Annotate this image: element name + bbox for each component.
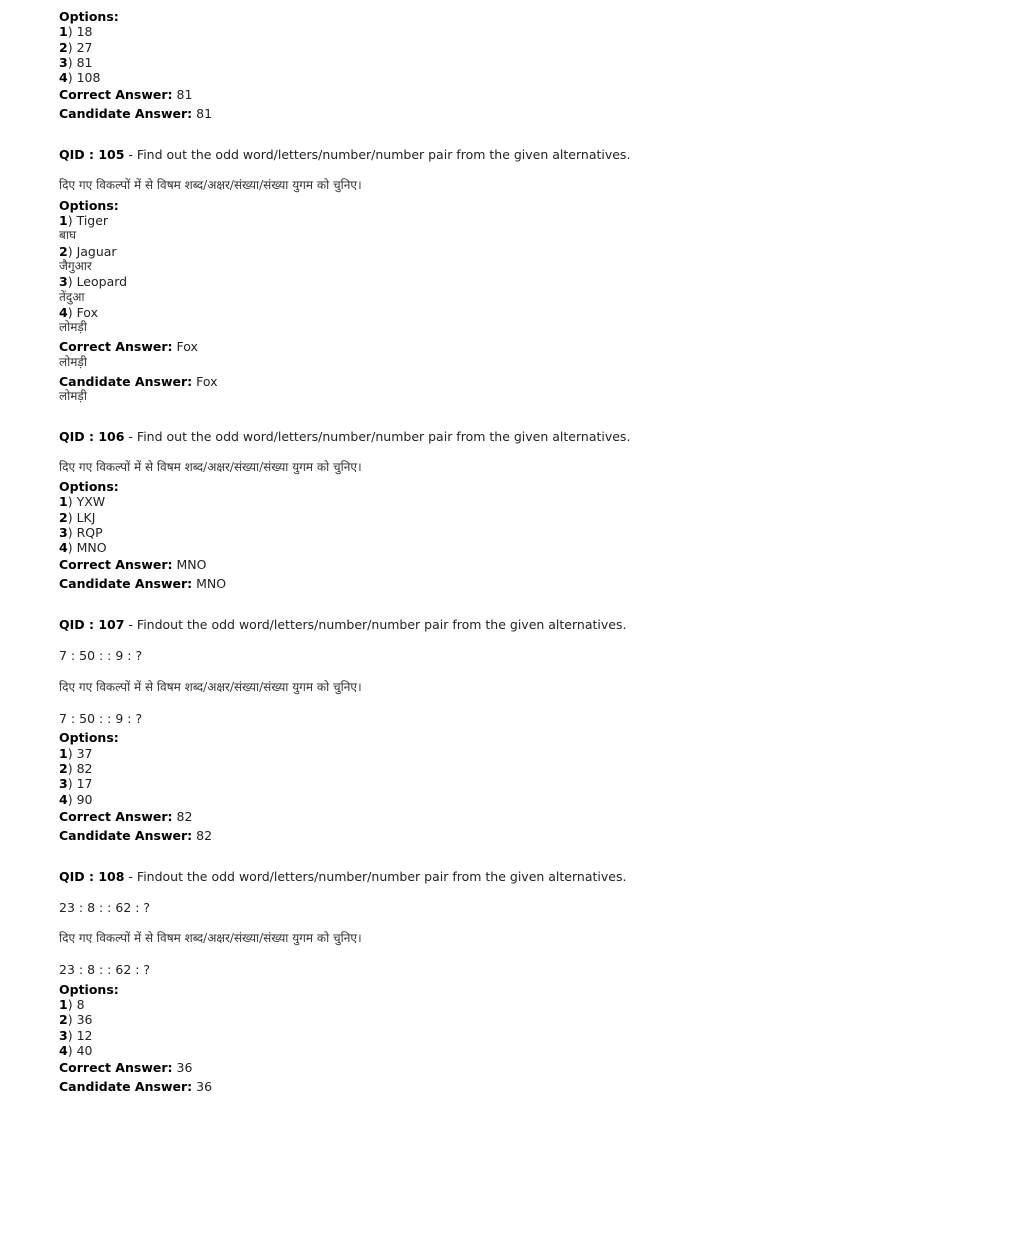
qid-label: QID : 106 — [59, 428, 125, 444]
question-106 — [59, 429, 959, 594]
question-107 — [59, 617, 959, 844]
correct-answer: Correct Answer: Fox — [59, 339, 198, 355]
question-text-hindi: दिए गए विकल्पों में से विषम शब्द/अक्षर/संख्या/संख्या युगम को चुनिए। — [59, 931, 362, 946]
question-108 — [59, 869, 959, 1096]
option-1: 1) 18 — [59, 24, 93, 40]
candidate-answer: Candidate Answer: 36 — [59, 1079, 213, 1095]
option-1-hindi: बाघ — [59, 228, 77, 243]
candidate-answer: Candidate Answer: 82 — [59, 827, 213, 843]
option-4: 4) 90 — [59, 791, 93, 807]
option-4: 4) Fox — [59, 304, 98, 320]
document-page — [59, 9, 959, 1096]
option-3-hindi: तेंदुआ — [59, 289, 85, 304]
question-text: QID : 108 - Findout the odd word/letters/number/number pair from the given alternatives. — [59, 868, 627, 884]
question-104 — [59, 9, 959, 123]
candidate-answer-hindi: लोमड़ी — [59, 389, 87, 404]
option-4: 4) 40 — [59, 1042, 93, 1058]
option-4: 4) 108 — [59, 70, 101, 86]
question-text: QID : 107 - Findout the odd word/letters/number/number pair from the given alternatives. — [59, 617, 627, 633]
question-ratio-hindi: 7 : 50 : : 9 : ? — [59, 711, 143, 727]
options-label: Options: — [59, 981, 119, 997]
question-text-hindi: दिए गए विकल्पों में से विषम शब्द/अक्षर/संख्या/संख्या युगम को चुनिए। — [59, 679, 362, 694]
qid-label: QID : 105 — [59, 147, 125, 163]
question-text: QID : 105 - Find out the odd word/letters/number/number pair from the given alternatives. — [59, 147, 631, 163]
option-3: 3) 17 — [59, 776, 93, 792]
option-3: 3) RQP — [59, 524, 103, 540]
qid-label: QID : 107 — [59, 617, 125, 633]
question-text-hindi: दिए गए विकल्पों में से विषम शब्द/अक्षर/संख्या/संख्या युगम को चुनिए। — [59, 178, 362, 193]
question-ratio-hindi: 23 : 8 : : 62 : ? — [59, 962, 151, 978]
option-2: 2) Jaguar — [59, 243, 117, 259]
question-text: QID : 106 - Find out the odd word/letters/number/number pair from the given alternatives. — [59, 428, 631, 444]
options-label: Options: — [59, 478, 119, 494]
correct-answer: Correct Answer: 82 — [59, 808, 193, 824]
option-2: 2) 82 — [59, 760, 93, 776]
question-ratio: 7 : 50 : : 9 : ? — [59, 648, 143, 664]
option-1: 1) YXW — [59, 494, 106, 510]
option-1: 1) Tiger — [59, 213, 109, 229]
candidate-answer: Candidate Answer: Fox — [59, 374, 218, 390]
options-label: Options: — [59, 197, 119, 213]
option-3: 3) 12 — [59, 1027, 93, 1043]
options-label: Options: — [59, 730, 119, 746]
candidate-answer: Candidate Answer: MNO — [59, 576, 227, 592]
correct-answer: Correct Answer: 81 — [59, 87, 193, 103]
option-2: 2) 27 — [59, 39, 93, 55]
options-label: Options: — [59, 9, 119, 24]
question-105 — [59, 147, 959, 404]
question-text-hindi: दिए गए विकल्पों में से विषम शब्द/अक्षर/संख्या/संख्या युगम को चुनिए। — [59, 459, 362, 474]
option-3: 3) Leopard — [59, 274, 128, 290]
qid-label: QID : 108 — [59, 868, 125, 884]
option-2-hindi: जैगुआर — [59, 258, 92, 273]
option-4: 4) MNO — [59, 540, 107, 556]
option-3: 3) 81 — [59, 54, 93, 70]
option-1: 1) 37 — [59, 745, 93, 761]
correct-answer-hindi: लोमड़ी — [59, 354, 87, 369]
option-2: 2) 36 — [59, 1012, 93, 1028]
correct-answer: Correct Answer: 36 — [59, 1060, 193, 1076]
option-4-hindi: लोमड़ी — [59, 320, 87, 335]
correct-answer: Correct Answer: MNO — [59, 557, 207, 573]
candidate-answer: Candidate Answer: 81 — [59, 106, 213, 122]
option-1: 1) 8 — [59, 996, 85, 1012]
question-ratio: 23 : 8 : : 62 : ? — [59, 899, 151, 915]
option-2: 2) LKJ — [59, 509, 96, 525]
